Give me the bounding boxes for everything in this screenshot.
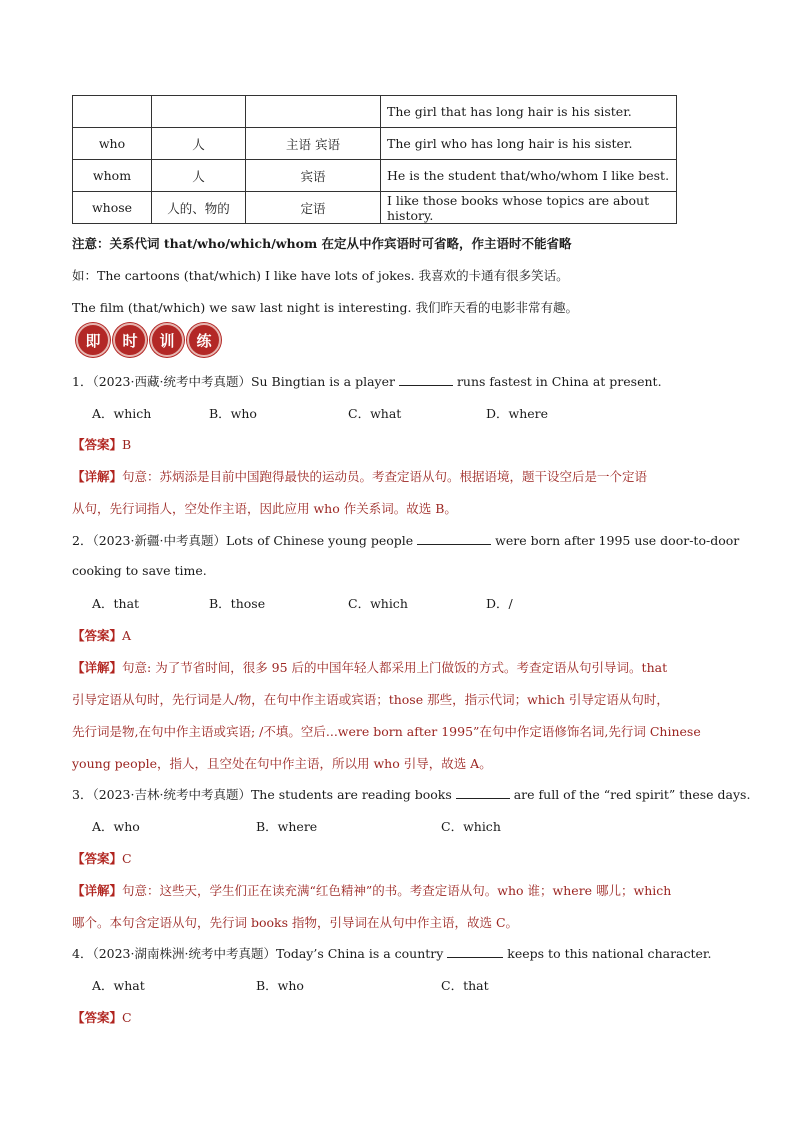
stem-text: 3．（2023·吉林·统考中考真题）The students are reading books: [72, 787, 452, 802]
table-row: [73, 96, 677, 128]
table-cell: 主语 宾语: [246, 128, 381, 160]
detail-line: 从句，先行词指人，空处作主语，因此应用 who 作关系词。故选 B。: [72, 501, 457, 516]
option-d: D．where: [486, 406, 549, 421]
note-text: 注意：关系代词 that/who/which/whom 在定从中作宾语时可省略，作主语时不能省略: [72, 236, 572, 251]
answer-line: [72, 626, 131, 644]
stem-text: were born after 1995 use door-to-door: [495, 533, 740, 548]
answer-value: C: [122, 1010, 132, 1025]
option-a: A．who: [92, 819, 140, 834]
answer-value: B: [122, 437, 132, 452]
answer-value: A: [122, 628, 132, 643]
detail-label: 【详解】: [72, 660, 123, 675]
answer-label: 【答案】: [72, 1010, 123, 1025]
answer-label: 【答案】: [72, 628, 123, 643]
table-row: [73, 192, 677, 224]
detail-line: [72, 467, 647, 485]
option-a: A．which: [92, 406, 152, 421]
answer-blank: [399, 373, 453, 386]
note-example-2: The film (that/which) we saw last night is interesting. 我们昨天看的电影非常有趣。: [72, 300, 578, 315]
question-2-stem: [72, 531, 739, 549]
detail-line: [72, 881, 671, 899]
stem-text: runs fastest in China at present.: [456, 374, 662, 389]
badge-char: 训: [150, 323, 184, 357]
table-cell: I like those books whose topics are about history.: [381, 192, 677, 224]
answer-line: [72, 435, 131, 453]
question-1-stem: [72, 372, 662, 390]
table-cell: who: [73, 128, 152, 160]
table-cell: 人: [152, 128, 246, 160]
answer-blank: [456, 786, 510, 799]
detail-text: 句意: 为了节省时间，很多 95 后的中国年轻人都采用上门做饭的方式。考查定语从句引导词。that: [122, 660, 668, 675]
question-4-stem: [72, 944, 712, 962]
answer-line: [72, 1008, 132, 1026]
option-c: C．which: [441, 819, 501, 834]
option-b: B．who: [256, 978, 304, 993]
detail-line: young people，指人，且空处在句中作主语，所以用 who 引导，故选 A。: [72, 756, 492, 771]
detail-label: 【详解】: [72, 469, 123, 484]
detail-line: 先行词是物,在句中作主语或宾语; /不填。空后...were born after 1995”在句中作定语修饰名词,先行词 Chinese: [72, 724, 701, 739]
stem-text: keeps to this national character.: [507, 946, 712, 961]
detail-text: 句意：苏炳添是目前中国跑得最快的运动员。考查定语从句。根据语境，题干设空后是一个定语: [122, 469, 648, 484]
question-3-stem: [72, 785, 750, 803]
stem-text: 2．（2023·新疆·中考真题）Lots of Chinese young people: [72, 533, 414, 548]
badge-char: 即: [76, 323, 110, 357]
question-2-stem-cont: cooking to save time.: [72, 563, 207, 578]
answer-line: [72, 849, 132, 867]
table-cell: The girl that has long hair is his sister.: [381, 96, 677, 128]
detail-line: [72, 658, 667, 676]
table-cell: 宾语: [246, 160, 381, 192]
option-c: C．that: [441, 978, 489, 993]
option-b: B．who: [209, 406, 257, 421]
detail-text: 句意：这些天，学生们正在读充满“红色精神”的书。考查定语从句。who 谁；where 哪儿；which: [122, 883, 672, 898]
option-b: B．those: [209, 596, 266, 611]
note-example-1: 如：The cartoons (that/which) I like have lots of jokes. 我喜欢的卡通有很多笑话。: [72, 268, 569, 283]
table-cell: [246, 96, 381, 128]
table-cell: whom: [73, 160, 152, 192]
detail-line: 哪个。本句含定语从句，先行词 books 指物，引导词在从句中作主语，故选 C。: [72, 915, 519, 930]
option-a: A．that: [92, 596, 140, 611]
stem-text: 1．（2023·西藏·统考中考真题）Su Bingtian is a player: [72, 374, 395, 389]
table-row: [73, 128, 677, 160]
badge-char: 练: [187, 323, 221, 357]
practice-badge: [76, 323, 221, 357]
table-row: [73, 160, 677, 192]
option-a: A．what: [92, 978, 145, 993]
detail-line: 引导定语从句时，先行词是人/物，在句中作主语或宾语；those 那些，指示代词；which 引导定语从句时，: [72, 692, 669, 707]
table-cell: [73, 96, 152, 128]
table-cell: 人: [152, 160, 246, 192]
table-cell: 人的、物的: [152, 192, 246, 224]
table-cell: [152, 96, 246, 128]
answer-blank: [417, 532, 491, 545]
answer-value: C: [122, 851, 132, 866]
answer-blank: [447, 945, 503, 958]
option-d: D．/: [486, 596, 513, 611]
table-cell: 定语: [246, 192, 381, 224]
answer-label: 【答案】: [72, 437, 123, 452]
table-cell: He is the student that/who/whom I like best.: [381, 160, 677, 192]
table-cell: The girl who has long hair is his sister.: [381, 128, 677, 160]
answer-label: 【答案】: [72, 851, 123, 866]
option-b: B．where: [256, 819, 318, 834]
option-c: C．what: [348, 406, 402, 421]
option-c: C．which: [348, 596, 408, 611]
relative-pronoun-table: [72, 95, 677, 224]
detail-label: 【详解】: [72, 883, 123, 898]
table-cell: whose: [73, 192, 152, 224]
badge-char: 时: [113, 323, 147, 357]
stem-text: are full of the “red spirit” these days.: [513, 787, 751, 802]
stem-text: 4．（2023·湖南株洲·统考中考真题）Today’s China is a country: [72, 946, 444, 961]
